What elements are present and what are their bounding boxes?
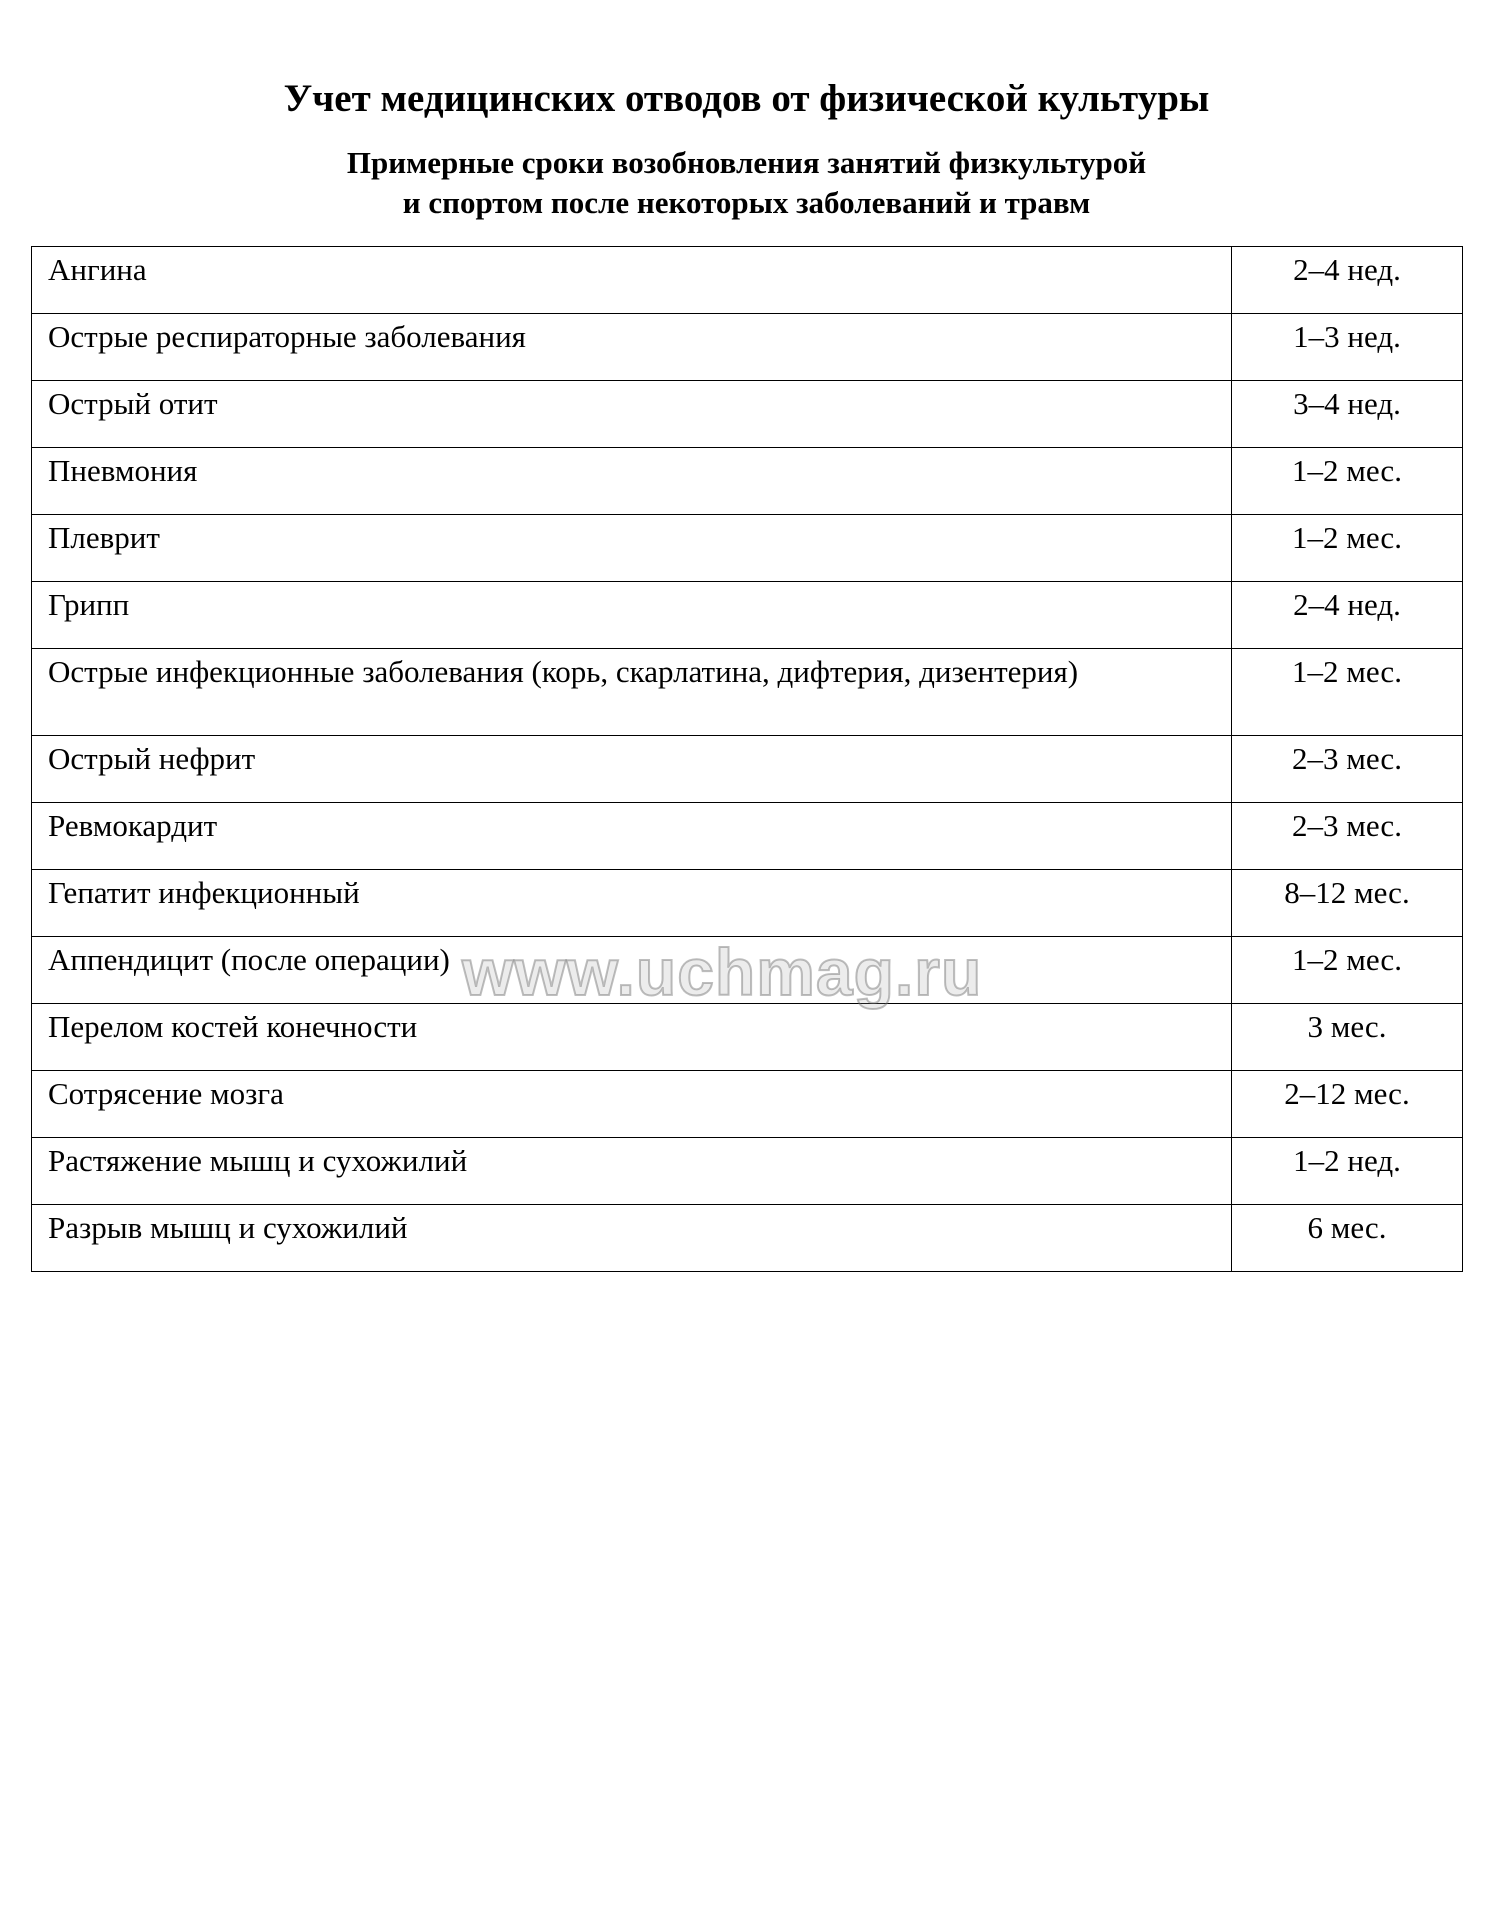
subtitle-line-1: Примерные сроки возобновления занятий физкультурой xyxy=(346,145,1147,180)
table-row xyxy=(32,803,1463,870)
condition-cell: Острые респираторные заболевания xyxy=(32,314,1232,381)
condition-cell: Гепатит инфекционный xyxy=(32,870,1232,937)
table-row xyxy=(32,314,1463,381)
table-row xyxy=(32,448,1463,515)
duration-cell: 2–4 нед. xyxy=(1232,582,1463,649)
condition-cell: Грипп xyxy=(32,582,1232,649)
duration-cell: 1–2 мес. xyxy=(1232,649,1463,736)
table-row xyxy=(32,1071,1463,1138)
table-row xyxy=(32,381,1463,448)
condition-cell: Ревмокардит xyxy=(32,803,1232,870)
duration-cell: 1–2 мес. xyxy=(1232,515,1463,582)
subtitle xyxy=(0,143,1493,223)
table-row xyxy=(32,1138,1463,1205)
condition-cell: Перелом костей конечности xyxy=(32,1004,1232,1071)
condition-cell: Плеврит xyxy=(32,515,1232,582)
duration-cell: 1–3 нед. xyxy=(1232,314,1463,381)
table-row xyxy=(32,515,1463,582)
table-row xyxy=(32,247,1463,314)
condition-cell: Аппендицит (после операции) xyxy=(32,937,1232,1004)
condition-cell: Разрыв мышц и сухожилий xyxy=(32,1205,1232,1272)
table-row xyxy=(32,649,1463,736)
duration-cell: 2–4 нед. xyxy=(1232,247,1463,314)
table-row xyxy=(32,736,1463,803)
duration-cell: 3–4 нед. xyxy=(1232,381,1463,448)
duration-cell: 1–2 нед. xyxy=(1232,1138,1463,1205)
duration-cell: 1–2 мес. xyxy=(1232,937,1463,1004)
table-row xyxy=(32,870,1463,937)
duration-cell: 2–3 мес. xyxy=(1232,736,1463,803)
condition-cell: Растяжение мышц и сухожилий xyxy=(32,1138,1232,1205)
duration-cell: 6 мес. xyxy=(1232,1205,1463,1272)
duration-cell: 1–2 мес. xyxy=(1232,448,1463,515)
table-row xyxy=(32,1004,1463,1071)
table-row xyxy=(32,582,1463,649)
condition-cell: Острый отит xyxy=(32,381,1232,448)
condition-cell: Острый нефрит xyxy=(32,736,1232,803)
condition-cell: Острые инфекционные заболевания (корь, скарлатина, дифтерия, дизентерия) xyxy=(32,649,1232,736)
subtitle-line-2: и спортом после некоторых заболеваний и травм xyxy=(402,185,1091,220)
page-title: Учет медицинских отводов от физической культуры xyxy=(283,77,1210,120)
watermark: www.uchmag.ru xyxy=(462,935,983,1009)
duration-cell: 2–12 мес. xyxy=(1232,1071,1463,1138)
condition-cell: Пневмония xyxy=(32,448,1232,515)
table-row xyxy=(32,1205,1463,1272)
table-row xyxy=(32,937,1463,1004)
recovery-terms-table xyxy=(31,246,1463,1272)
duration-cell: 3 мес. xyxy=(1232,1004,1463,1071)
condition-cell: Ангина xyxy=(32,247,1232,314)
condition-cell: Сотрясение мозга xyxy=(32,1071,1232,1138)
duration-cell: 2–3 мес. xyxy=(1232,803,1463,870)
duration-cell: 8–12 мес. xyxy=(1232,870,1463,937)
